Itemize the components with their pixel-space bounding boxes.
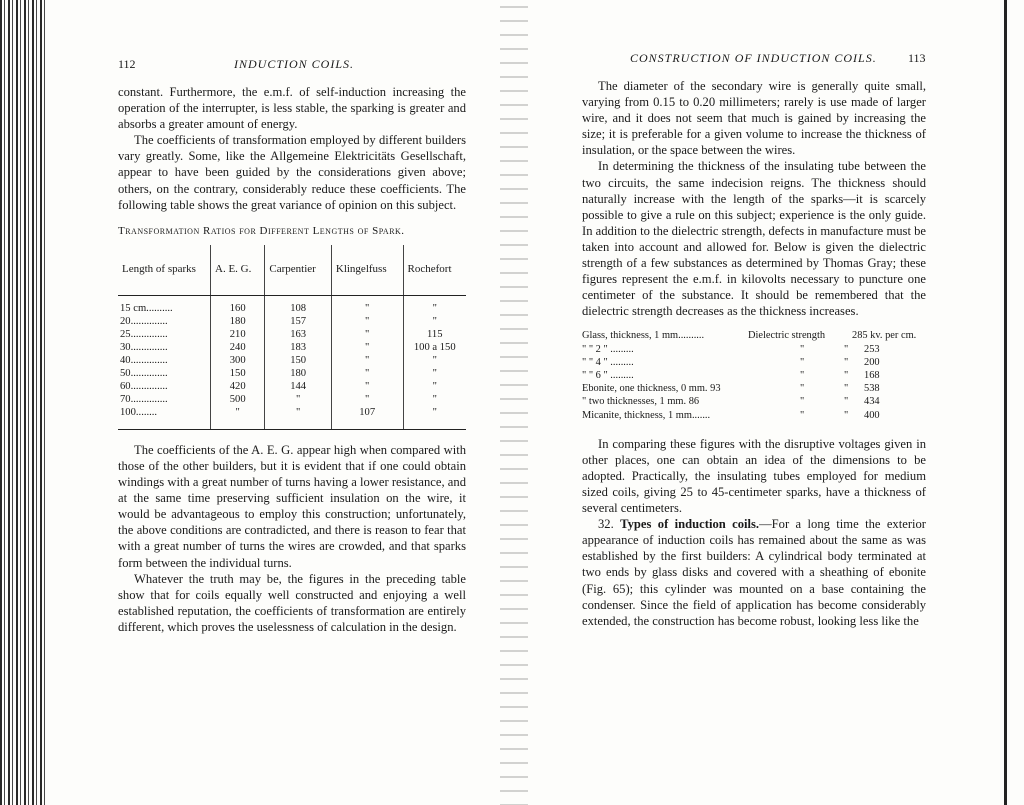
table-cell: 150 [211, 367, 265, 380]
table-cell: 30.............. [120, 341, 168, 353]
table-cell: " [403, 393, 466, 406]
table-cell: 115 [403, 328, 466, 341]
dielectric-value: 253 [864, 343, 880, 355]
dielectric-label: Ebonite, one thickness, 0 mm. 93 [582, 383, 721, 395]
table-cell: 500 [211, 393, 265, 406]
dielectric-d1: " [800, 356, 805, 368]
table-cell: 20.............. [120, 315, 168, 327]
dielectric-d1: " [800, 369, 805, 381]
paragraph: The coefficients of the A. E. G. appear high when compared with those of the other builders, but it is evident that if one could obtain windings with a great number of turns having a lower resistance, and at the same time preserving sufficient insulation on the wire, it would be advantageous to employ this construction; unfortunately, the above conditions are contradicted, and there is reason to fear that with a great number of turns the wires are crowded, and that sparks form between the individual turns. [118, 442, 466, 570]
dielectric-label: " " 2 " ......... [582, 343, 634, 355]
page-number: 113 [908, 51, 926, 65]
table-cell: " [331, 354, 403, 367]
running-head: INDUCTION COILS. [234, 57, 355, 71]
table-cell: 183 [265, 341, 331, 354]
table-cell: 40.............. [120, 354, 168, 366]
page-number: 112 [118, 57, 136, 71]
right-page [582, 50, 926, 629]
paragraph: Whatever the truth may be, the figures in the preceding table show that for coils equally well constructed and enjoying a well established reputation, the coefficients of transformation are entirely different, which proves the uselessness of calculation in the design. [118, 571, 466, 634]
dielectric-d2: " [844, 409, 849, 421]
paragraph-section-32 [582, 516, 926, 629]
table-header-cell: Length of sparks [118, 245, 211, 296]
paragraph: The coefficients of transformation employed by different builders vary greatly. Some, like the Allgemeine Elektricitäts Gesellschaft, appear to have been guided by the considerations given above; others, on the contrary, considerably reduce these coefficients. The following table shows the great variance of opinion on this subject. [118, 133, 466, 212]
table-cell: 100 a 150 [403, 341, 466, 354]
dielectric-label: " " 6 " ......... [582, 369, 634, 381]
dielectric-d2: " [844, 369, 849, 381]
dielectric-d2: " [844, 383, 849, 395]
table-cell: " [331, 328, 403, 341]
table-cell: 100........ [118, 406, 211, 430]
table-cell: 50.............. [120, 367, 168, 379]
table-cell: " [403, 295, 466, 315]
table-cell: " [403, 315, 466, 328]
table-row [118, 380, 466, 393]
dielectric-d1: " [800, 396, 805, 408]
dielectric-value: 400 [864, 409, 880, 421]
table-cell: " [331, 367, 403, 380]
dielectric-d1: " [800, 409, 805, 421]
table-cell: 157 [265, 315, 331, 328]
dielectric-value: 434 [864, 396, 880, 408]
table-cell: " [403, 406, 466, 430]
dielectric-row [582, 409, 926, 422]
table-cell: " [331, 393, 403, 406]
table-cell: 150 [265, 354, 331, 367]
table-cell: " [331, 380, 403, 393]
table-cell: 180 [265, 367, 331, 380]
dielectric-row [582, 395, 926, 408]
table-cell: 108 [265, 295, 331, 315]
table-cell: 25.............. [120, 328, 168, 340]
dielectric-row [582, 356, 926, 369]
dielectric-value: 538 [864, 383, 880, 395]
table-header-cell: Carpentier [265, 245, 331, 296]
dielectric-d1: Dielectric strength [748, 330, 826, 342]
table-cell: " [265, 393, 331, 406]
section-number: 32. [598, 517, 621, 532]
table-cell: 160 [211, 295, 265, 315]
running-head: CONSTRUCTION OF INDUCTION COILS. [630, 51, 877, 65]
left-page-header [118, 56, 466, 78]
center-gutter [500, 0, 528, 805]
dielectric-label: " two thicknesses, 1 mm. 86 [582, 396, 700, 408]
dielectric-label: Glass, thickness, 1 mm.......... [582, 330, 705, 342]
paragraph: The diameter of the secondary wire is generally quite small, varying from 0.15 to 0.20 millimeters; rarely is use made of larger wire, and it does not seem that much is gained by increasing the size; it is preferable for a given volume to increase the thickness of insulation, or the space between the wires. [582, 79, 926, 158]
table-row [118, 367, 466, 380]
table-cell: 240 [211, 341, 265, 354]
dielectric-d1: " [800, 383, 805, 395]
table-cell: " [331, 315, 403, 328]
table-row [118, 393, 466, 406]
dielectric-row [582, 369, 926, 382]
dielectric-value: 285 kv. per cm. [852, 330, 917, 342]
dielectric-d2: " [844, 356, 849, 368]
right-page-header [582, 50, 926, 72]
paragraph: In determining the thickness of the insulating tube between the two circuits, the same indecision reigns. The thickness should naturally increase with the length of the sparks—it is scarcely possible to give a rule on this subject; experience is the only guide. In addition to the dielectric strength, defects in manufacture must be taken into account and allowed for. Below is given the dielectric strength of a few substances as determined by Thomas Gray; these figures represent the e.m.f. in kilovolts necessary to puncture one centimeter of the substance. It should be remembered that the dielectric strength decreases as the thickness increases. [582, 159, 926, 319]
table-cell: 107 [331, 406, 403, 430]
transformation-ratios-table [118, 245, 466, 430]
section-text: —For a long time the exterior appearance of induction coils has remained about the same as was established by the first builders: A cylindrical body terminated at two ends by glass disks and covered with a sheathing of ebonite (Fig. 65); this cylinder was mounted on a base containing the condenser. Since the field of application has become considerably extended, the construction has become robust, looking less like the [582, 517, 926, 628]
table-row [118, 295, 466, 315]
table-caption: Transformation Ratios for Different Lengths of Spark. [118, 224, 405, 237]
table-cell: 180 [211, 315, 265, 328]
dielectric-row [582, 343, 926, 356]
table-row [118, 406, 466, 430]
table-cell: " [403, 354, 466, 367]
table-cell: " [331, 295, 403, 315]
table-cell: " [403, 380, 466, 393]
table-cell: 60.............. [120, 380, 168, 392]
table-cell: 144 [265, 380, 331, 393]
table-cell: " [403, 367, 466, 380]
table-cell: 15 cm.......... [120, 302, 173, 314]
table-header-cell: A. E. G. [211, 245, 265, 296]
table-cell: " [265, 406, 331, 430]
dielectric-label: Micanite, thickness, 1 mm....... [582, 409, 711, 421]
table-cell: 210 [211, 328, 265, 341]
table-cell: " [331, 341, 403, 354]
table-header-cell: Rochefort [403, 245, 466, 296]
table-cell: 70.............. [120, 393, 168, 405]
book-binding-shadow [0, 0, 46, 805]
dielectric-value: 168 [864, 369, 880, 381]
paragraph: In comparing these figures with the disruptive voltages given in other places, one can obtain an idea of the dimensions to be adopted. Practically, the insulating tubes employed for medium sized coils, giving 25 to 45-centimeter sparks, have a thickness of several centimeters. [582, 436, 926, 516]
dielectric-d2: " [844, 396, 849, 408]
dielectric-row [582, 382, 926, 395]
dielectric-value: 200 [864, 356, 880, 368]
table-cell: " [211, 406, 265, 430]
section-heading: Types of induction coils. [620, 517, 760, 532]
table-row [118, 328, 466, 341]
dielectric-label: " " 4 " ......... [582, 356, 634, 368]
dielectric-d2: " [844, 343, 849, 355]
left-page [118, 56, 466, 635]
table-row [118, 341, 466, 354]
dielectric-row [582, 329, 926, 342]
table-cell: 163 [265, 328, 331, 341]
table-row [118, 354, 466, 367]
dielectric-d1: " [800, 343, 805, 355]
table-cell: 420 [211, 380, 265, 393]
dielectric-strength-list [582, 329, 926, 421]
page-edge [1004, 0, 1007, 805]
paragraph: constant. Furthermore, the e.m.f. of self-induction increasing the operation of the interrupter, is less stable, the sparking is greater and absorbs a greater amount of energy. [118, 85, 466, 132]
table-cell: 300 [211, 354, 265, 367]
table-row [118, 315, 466, 328]
table-header-cell: Klingelfuss [331, 245, 403, 296]
